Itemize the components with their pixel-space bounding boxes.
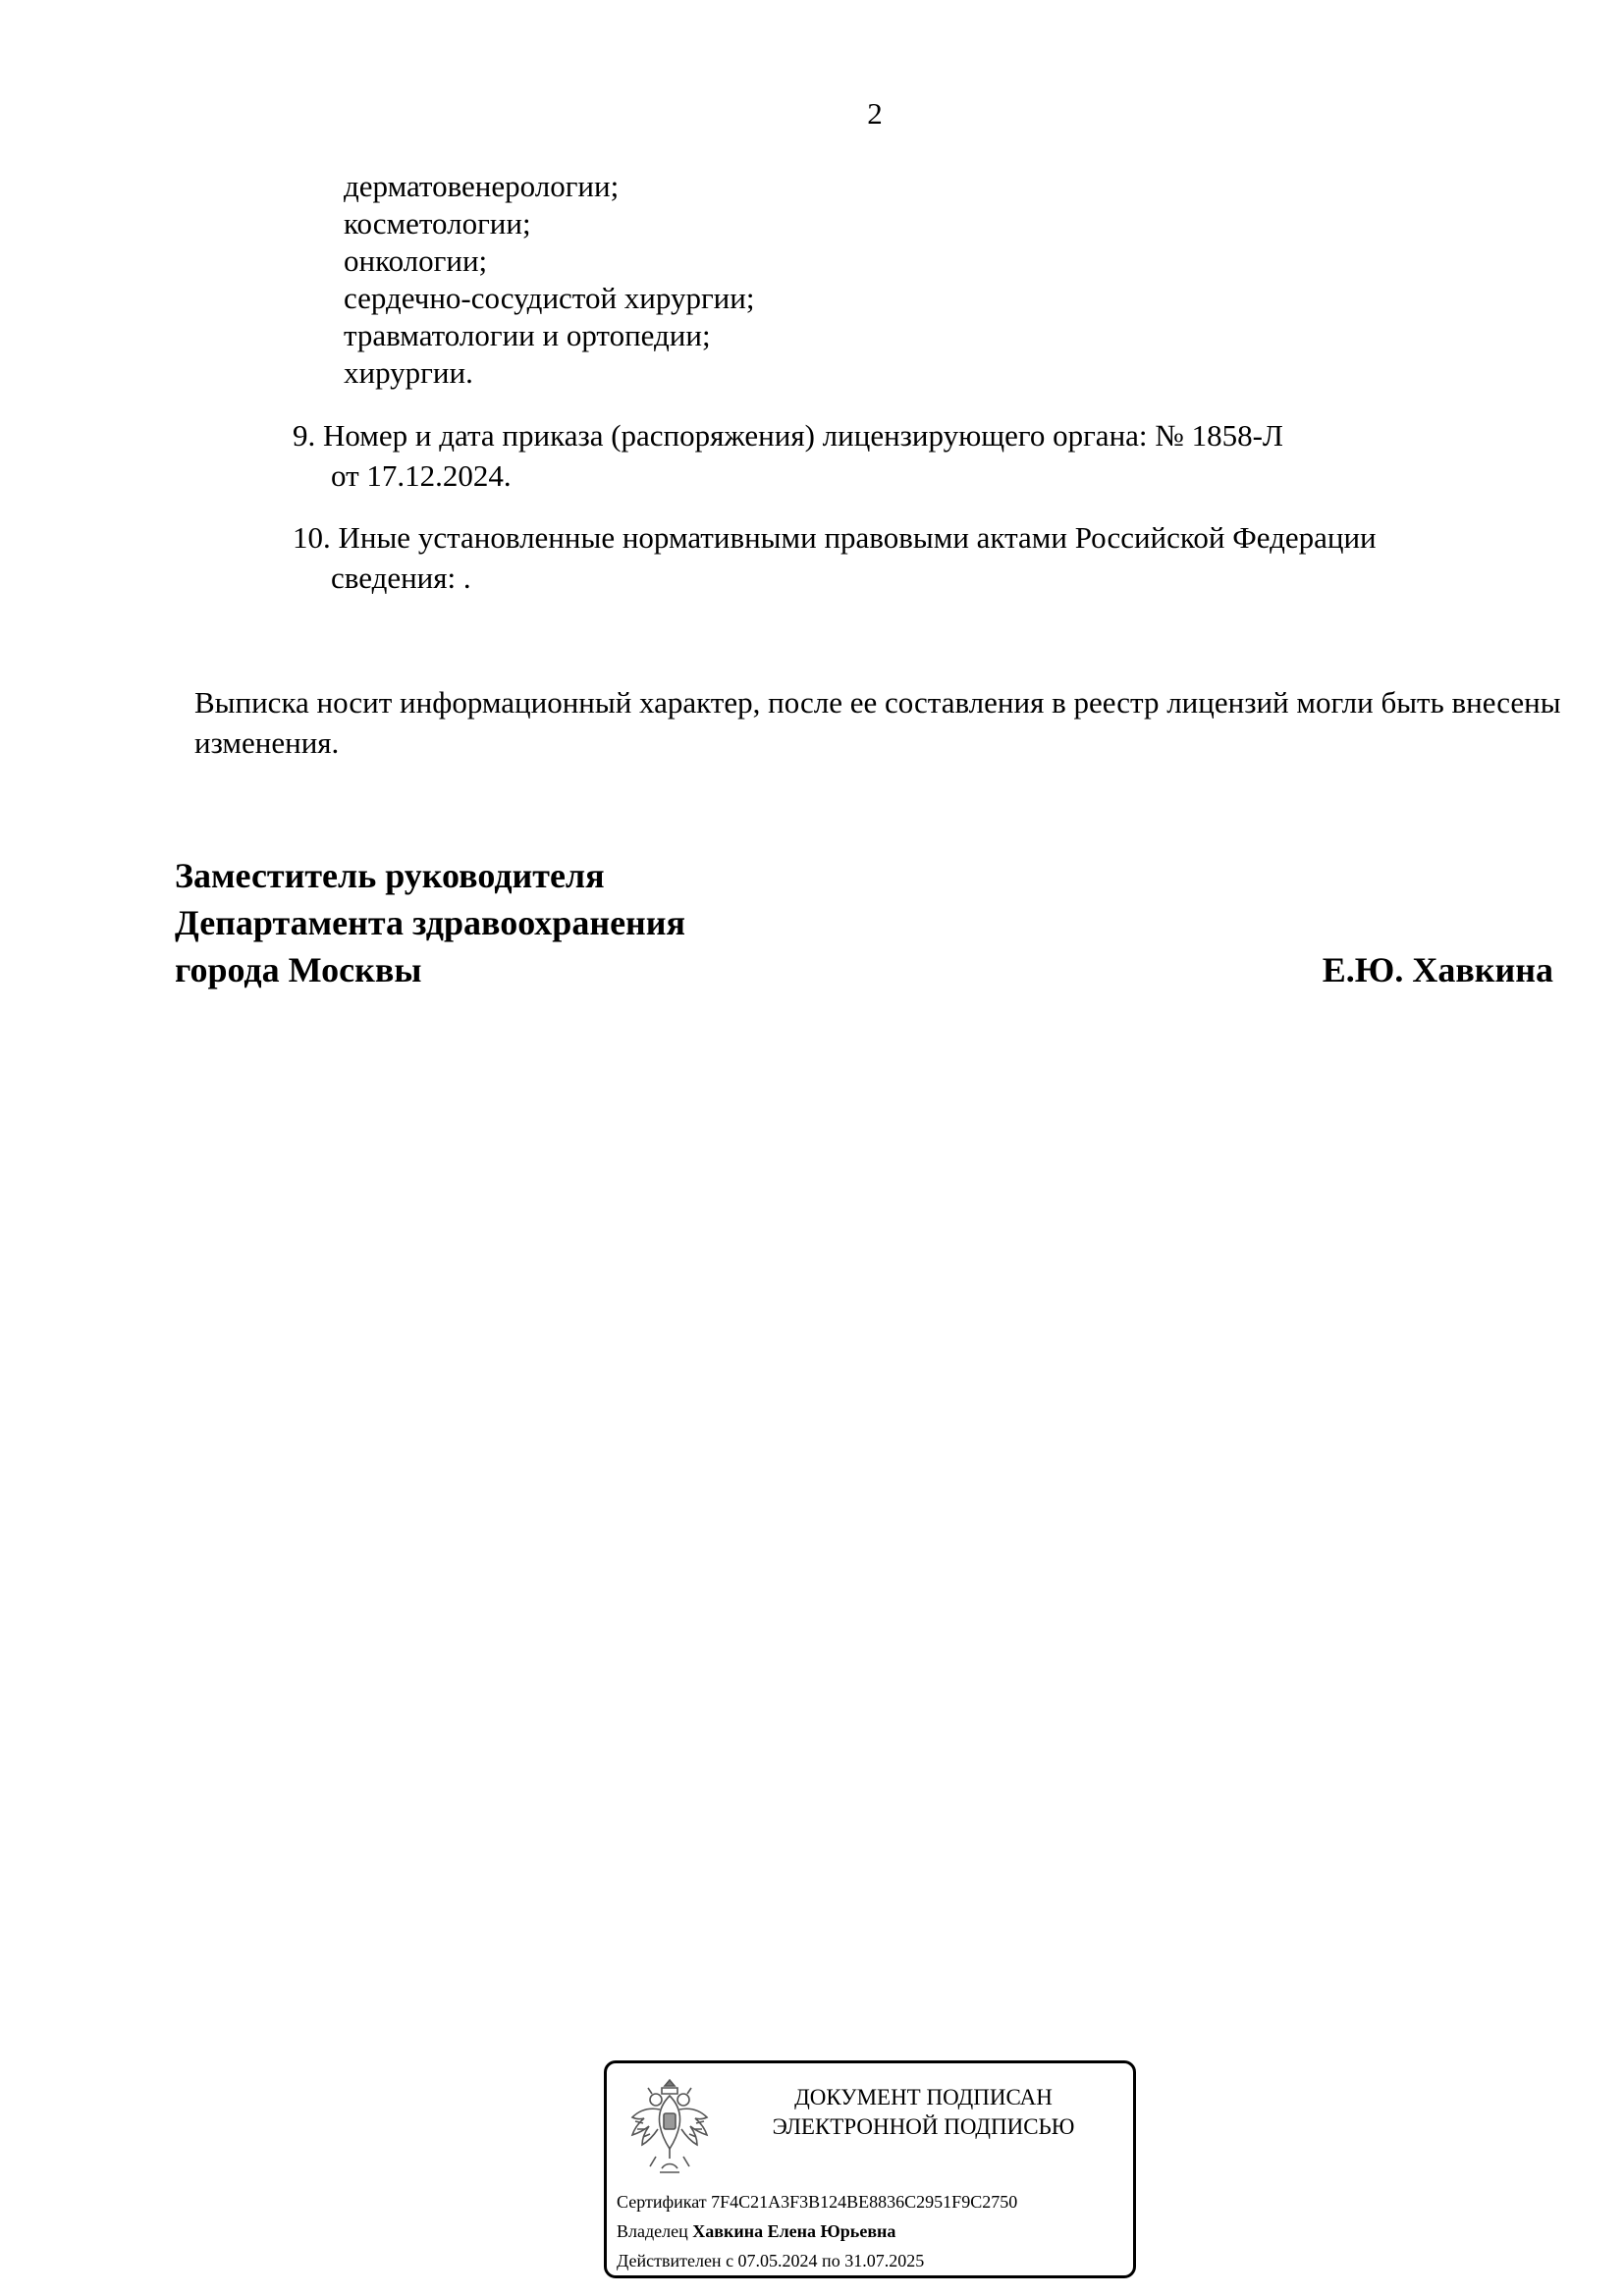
disclaimer-note: Выписка носит информационный характер, после ее составления в реестр лицензий могли быть внесены изменения. [194,685,1561,760]
item-order-number-line2: от 17.12.2024. [331,458,512,493]
list-item: дерматовенерологии; [344,169,620,203]
stamp-certificate [617,2187,1017,2216]
stamp-certificate-value: 7F4C21A3F3B124BE8836C2951F9C2750 [711,2192,1018,2212]
list-item: косметологии; [344,206,531,240]
electronic-signature-stamp [604,2060,1136,2278]
page-number: 2 [867,96,883,131]
stamp-title-line: ДОКУМЕНТ ПОДПИСАН [794,2085,1053,2109]
item-other-info-line2: сведения: . [331,561,471,595]
signer-position-line: города Москвы [175,950,422,989]
signer-position-line: Департамента здравоохранения [175,903,686,942]
stamp-validity: Действителен с 07.05.2024 по 31.07.2025 [617,2251,925,2270]
item-other-info-line1: 10. Иные установленные нормативными правовыми актами Российской Федерации [293,520,1377,555]
stamp-certificate-label: Сертификат [617,2192,707,2212]
list-item: онкологии; [344,243,488,278]
specialties-list [344,168,754,392]
signer-position [175,852,685,993]
list-item: травматологии и ортопедии; [344,318,711,352]
list-item: хирургии. [344,355,473,390]
stamp-details [617,2187,1017,2275]
list-item: сердечно-сосудистой хирургии; [344,281,755,315]
stamp-title-line: ЭЛЕКТРОННОЙ ПОДПИСЬЮ [772,2114,1075,2139]
signer-name: Е.Ю. Хавкина [1322,950,1553,989]
stamp-owner-label: Владелец [617,2221,688,2241]
item-order-number-line1: 9. Номер и дата приказа (распоряжения) лицензирующего органа: № 1858-Л [293,418,1283,453]
item-other-info [293,517,1377,598]
item-order-number [293,415,1283,496]
stamp-owner-value: Хавкина Елена Юрьевна [692,2221,896,2241]
stamp-title [725,2083,1122,2142]
stamp-owner [617,2216,1017,2246]
coat-of-arms-icon [623,2074,717,2184]
signer-position-line: Заместитель руководителя [175,856,605,895]
